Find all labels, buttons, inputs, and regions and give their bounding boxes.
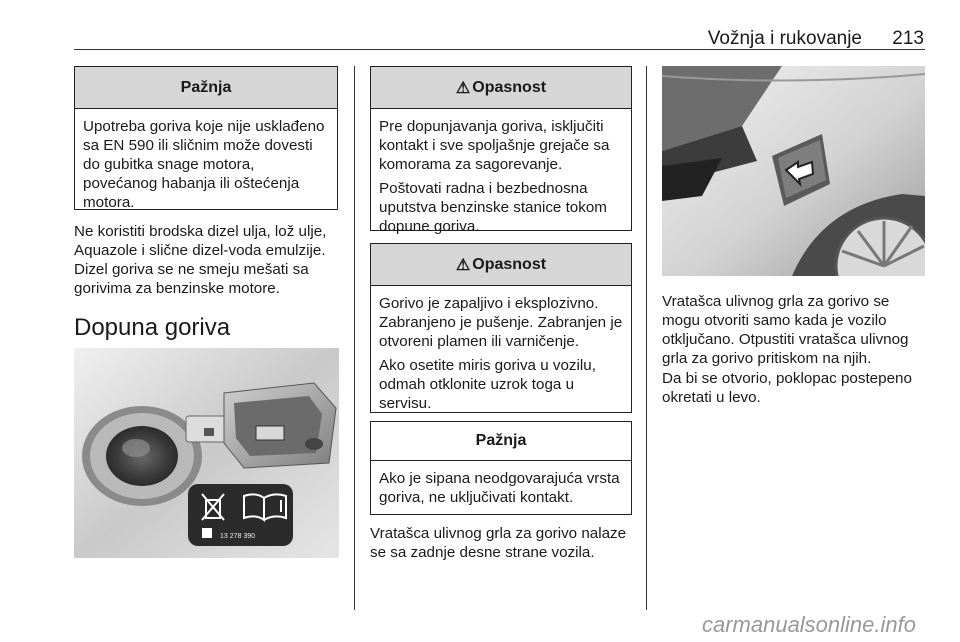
notice-box-text: Ako je sipana neodgovarajuća vrsta goriva, ne uključivati kontakt. [379, 470, 620, 506]
fuel-filler-cap-illustration [74, 348, 339, 558]
page-number: 213 [892, 28, 924, 49]
body-paragraph: Da bi se otvorio, poklopac postepeno okretati u levo. [662, 370, 912, 406]
danger-box-2 [370, 243, 632, 413]
figure-id: 13 278 390 [220, 533, 256, 540]
notice-box [74, 66, 338, 210]
notice-box-2 [370, 421, 632, 515]
fuel-filler-figure [74, 348, 339, 558]
notice-box-text: Upotreba goriva koje nije usklađeno sa EN 590 ili sličnim može dovesti do gubitka snage motora, povećanog habanja ili oštećenja motora. [83, 118, 325, 211]
car-rear-fuel-door-illustration [662, 66, 925, 276]
column-divider [354, 66, 355, 610]
notice-box-title: Pažnja [75, 67, 337, 109]
danger-box-title-text: Opasnost [472, 78, 547, 96]
danger-box-title [371, 67, 631, 109]
body-paragraph: Ne koristiti brodska dizel ulja, lož ulje, Aquazole i slične dizel-voda emulzije. Dizel goriva se ne smeju mešati sa gorivima za benzinske motore. [74, 223, 327, 297]
body-paragraph: Vratašca ulivnog grla za gorivo se mogu otvoriti samo kada je vozilo otključano. Otpustiti vratašca ulivnog grla za gorivo pritiskom na njih. [662, 293, 909, 367]
running-header: Vožnja i rukovanje [707, 28, 862, 49]
danger-box-paragraph: Pre dopunjavanja goriva, isključiti kontakt i sve spoljašnje grejače sa komorama za sagorevanje. [379, 118, 610, 173]
warning-icon: ⚠ [455, 79, 471, 97]
danger-box-paragraph: Poštovati radna i bezbednosna uputstva benzinske stanice tokom dopune goriva. [379, 180, 607, 235]
warning-icon: ⚠ [455, 256, 471, 274]
body-paragraph: Vratašca ulivnog grla za gorivo nalaze se sa zadnje desne strane vozila. [370, 525, 627, 561]
danger-box-1 [370, 66, 632, 235]
danger-box-paragraph: Gorivo je zapaljivo i eksplozivno. Zabranjeno je pušenje. Zabranjen je otvoreni plamen ili varničenje. [379, 295, 623, 350]
danger-box-text [371, 286, 631, 413]
danger-box-text [371, 109, 631, 236]
danger-box-title [371, 244, 631, 286]
notice-box-title: Pažnja [371, 422, 631, 461]
column-divider [646, 66, 647, 610]
section-title: Dopuna goriva [74, 314, 231, 341]
watermark: carmanualsonline.info [701, 612, 916, 637]
danger-box-paragraph: Ako osetite miris goriva u vozilu, odmah otklonite uzrok toga u servisu. [379, 357, 596, 412]
car-rear-figure [662, 66, 925, 276]
header-rule [74, 49, 925, 50]
danger-box-title-text: Opasnost [472, 255, 547, 273]
